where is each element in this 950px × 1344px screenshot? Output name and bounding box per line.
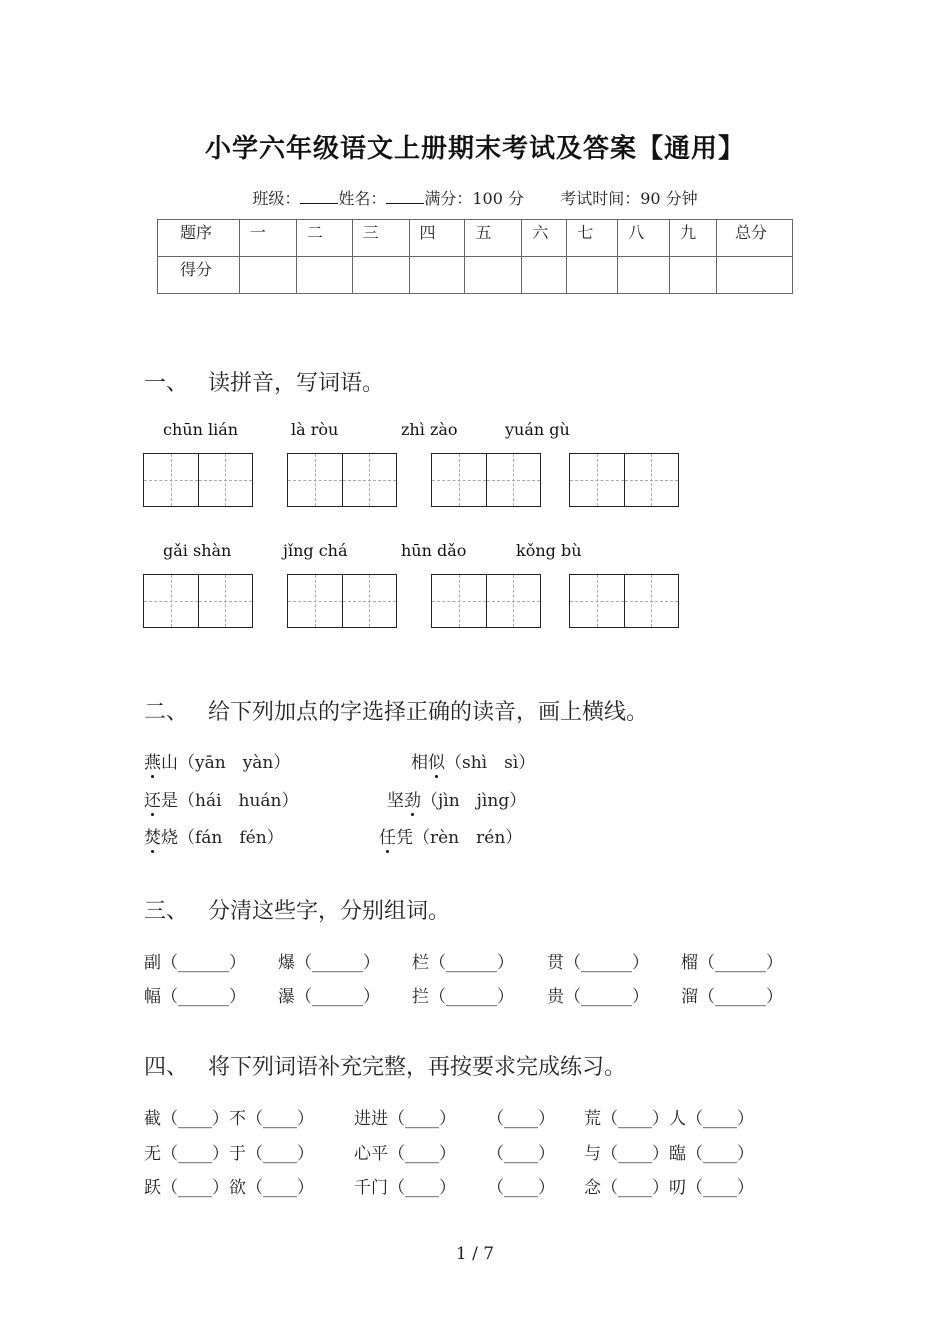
- word-item[interactable]: 栏（______）: [412, 953, 514, 973]
- section-number: 二、: [144, 700, 189, 725]
- idiom-item[interactable]: 与（____）臨（____）: [584, 1144, 754, 1164]
- word-item[interactable]: 贯（______）: [547, 953, 649, 973]
- idiom-item[interactable]: 进进（____）: [354, 1109, 456, 1129]
- writing-grid[interactable]: [143, 453, 253, 507]
- section-title: 将下列词语补充完整，再按要求完成练习。: [208, 1055, 627, 1080]
- word-item[interactable]: 瀑（______）: [278, 987, 380, 1007]
- idiom-item[interactable]: 荒（____）人（____）: [584, 1109, 754, 1129]
- pinyin-label: zhì zào: [401, 420, 458, 439]
- dotted-char: 似: [428, 748, 445, 773]
- page-title: 小学六年级语文上册期末考试及答案【通用】: [204, 134, 745, 164]
- writing-grid[interactable]: [569, 453, 679, 507]
- word-item[interactable]: 副（______）: [144, 953, 246, 973]
- score-cell[interactable]: [567, 257, 618, 294]
- writing-grid[interactable]: [143, 574, 253, 628]
- score-header-cell: 题序: [158, 220, 240, 257]
- word-item[interactable]: 幅（______）: [144, 987, 246, 1007]
- pinyin-label: là ròu: [291, 420, 339, 439]
- reading-options: 烧（fán fén）: [161, 828, 284, 848]
- dotted-char: 任: [379, 823, 396, 848]
- reading-item[interactable]: [144, 823, 284, 848]
- section-number: 一、: [144, 371, 189, 396]
- score-value-row: [158, 257, 793, 294]
- writing-grid[interactable]: [431, 574, 541, 628]
- idiom-item[interactable]: （____）: [487, 1144, 555, 1164]
- reading-item[interactable]: [144, 748, 290, 773]
- reading-item[interactable]: [411, 748, 535, 773]
- writing-grid[interactable]: [569, 574, 679, 628]
- score-table: [157, 219, 793, 294]
- idiom-item[interactable]: 截（____）不（____）: [144, 1109, 314, 1129]
- pinyin-label: jǐng chá: [283, 541, 348, 560]
- pinyin-label: kǒng bù: [516, 541, 582, 560]
- score-header-cell: 八: [618, 220, 670, 257]
- word-item[interactable]: 榴（______）: [681, 953, 783, 973]
- pinyin-label: yuán gù: [505, 420, 570, 439]
- dotted-char: 焚: [144, 823, 161, 848]
- reading-options: （shì sì）: [445, 753, 536, 773]
- reading-options: （jìn jìng）: [421, 791, 527, 811]
- score-cell[interactable]: [717, 257, 793, 294]
- section-title: 分清这些字，分别组词。: [208, 899, 451, 924]
- idiom-item[interactable]: 念（____）叨（____）: [584, 1178, 754, 1198]
- pinyin-label: hūn dǎo: [401, 541, 467, 560]
- section-number: 三、: [144, 899, 189, 924]
- section-number: 四、: [144, 1055, 189, 1080]
- class-label: 班级：: [252, 189, 301, 208]
- idiom-item[interactable]: 心平（____）: [354, 1144, 456, 1164]
- full-score: 满分：100 分: [424, 189, 525, 208]
- score-header-cell: 六: [522, 220, 567, 257]
- word-item[interactable]: 爆（______）: [278, 953, 380, 973]
- score-header-cell: 九: [670, 220, 717, 257]
- score-cell[interactable]: [296, 257, 352, 294]
- idiom-item[interactable]: （____）: [487, 1109, 555, 1129]
- score-header-row: [158, 220, 793, 257]
- writing-grid[interactable]: [287, 574, 397, 628]
- section-3-heading: [144, 894, 450, 925]
- plain-char: 相: [411, 753, 428, 773]
- reading-item[interactable]: [144, 786, 299, 811]
- reading-item[interactable]: [379, 823, 522, 848]
- writing-grid[interactable]: [287, 453, 397, 507]
- pinyin-label: chūn lián: [163, 420, 239, 439]
- section-title: 读拼音，写词语。: [208, 371, 385, 396]
- score-row-label: 得分: [158, 257, 240, 294]
- score-cell[interactable]: [618, 257, 670, 294]
- score-header-cell: 三: [352, 220, 409, 257]
- score-header-cell: 七: [567, 220, 618, 257]
- word-item[interactable]: 溜（______）: [681, 987, 783, 1007]
- section-2-heading: [144, 695, 648, 726]
- score-cell[interactable]: [409, 257, 465, 294]
- idiom-item[interactable]: 跃（____）欲（____）: [144, 1178, 314, 1198]
- word-item[interactable]: 贵（______）: [547, 987, 649, 1007]
- class-blank[interactable]: [300, 189, 338, 204]
- exam-info: [0, 186, 950, 209]
- idiom-item[interactable]: 千门（____）: [354, 1178, 456, 1198]
- writing-grid[interactable]: [431, 453, 541, 507]
- score-header-cell: 二: [296, 220, 352, 257]
- score-header-cell: 总分: [717, 220, 793, 257]
- score-cell[interactable]: [670, 257, 717, 294]
- reading-options: 是（hái huán）: [161, 791, 299, 811]
- name-label: 姓名：: [338, 189, 387, 208]
- pinyin-label: gǎi shàn: [163, 541, 232, 560]
- score-header-cell: 四: [409, 220, 465, 257]
- plain-char: 坚: [387, 791, 404, 811]
- score-header-cell: 五: [465, 220, 522, 257]
- score-cell[interactable]: [352, 257, 409, 294]
- dotted-char: 还: [144, 786, 161, 811]
- reading-options: 凭（rèn rén）: [396, 828, 523, 848]
- word-item[interactable]: 拦（______）: [412, 987, 514, 1007]
- page-number: 1 / 7: [455, 1244, 495, 1264]
- dotted-char: 燕: [144, 748, 161, 773]
- section-1-heading: [144, 366, 384, 397]
- reading-item[interactable]: [387, 786, 526, 811]
- name-blank[interactable]: [386, 189, 424, 204]
- section-4-heading: [144, 1050, 626, 1081]
- score-cell[interactable]: [522, 257, 567, 294]
- exam-time: 考试时间：90 分钟: [560, 189, 698, 208]
- score-cell[interactable]: [239, 257, 296, 294]
- score-cell[interactable]: [465, 257, 522, 294]
- idiom-item[interactable]: （____）: [487, 1178, 555, 1198]
- reading-options: 山（yān yàn）: [161, 753, 291, 773]
- section-title: 给下列加点的字选择正确的读音，画上横线。: [208, 700, 649, 725]
- idiom-item[interactable]: 无（____）于（____）: [144, 1144, 314, 1164]
- score-header-cell: 一: [239, 220, 296, 257]
- dotted-char: 劲: [404, 786, 421, 811]
